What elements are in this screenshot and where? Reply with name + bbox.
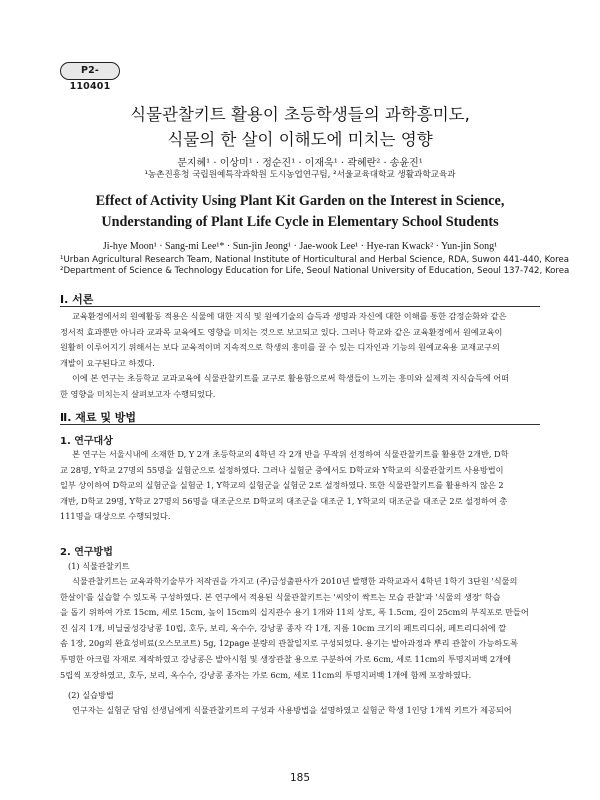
text-line: 원활히 이루어지기 위해서는 보다 교육적이며 지속적으로 학생의 흥미를 끌 수 있는 디자인과 기능의 원예교육용 교재교구의 bbox=[60, 342, 500, 353]
text-line: 개반, D학교 29명, Y학교 27명의 56명을 대조군으로 D학교의 대조군을 대조군 1, Y학교의 대조군을 대조군 2로 설정하여 총 bbox=[60, 495, 508, 506]
korean-title-line-1: 식물관찰키트 활용이 초등학생들의 과학흥미도, bbox=[130, 105, 470, 124]
text-line: 한살이'를 실습할 수 있도록 구성하였다. 본 연구에서 적용된 식물관찰키트는 '씨앗이 싹트는 모습 관찰'과 '식물의 생장' 학습 bbox=[60, 591, 501, 602]
english-title-line-1: Effect of Activity Using Plant Kit Garden on the Interest in Science, bbox=[95, 193, 505, 209]
intro-paragraph-2 bbox=[60, 371, 540, 402]
text-line: 연구자는 실험군 담임 선생님에게 식물관찰키트의 구성과 사용방법을 설명하였고 실험군 학생 1인당 1개씩 키트가 제공되어 bbox=[72, 705, 512, 715]
section-heading-intro: Ⅰ. 서론 bbox=[60, 293, 94, 306]
text-line: 식물관찰키트는 교육과학기술부가 저작권을 가지고 (주)금성출판사가 2010년 발행한 과학교과서 4학년 1학기 3단원 '식물의 bbox=[72, 576, 518, 586]
text-line: 투명한 아크릴 자재로 제작하였고 강낭콩은 발아시험 및 생장관찰 용으로 구분하여 가로 6cm, 세로 11cm의 투명지퍼백 2개에 bbox=[60, 653, 511, 664]
text-line: 한 영향을 미치는지 살펴보고자 수행되었다. bbox=[60, 388, 216, 399]
paper-id-badge: P2-110401 bbox=[60, 62, 120, 80]
page-number: 185 bbox=[289, 772, 311, 784]
text-line: 이에 본 연구는 초등학교 교과교육에 식물관찰키트를 교구로 활용함으로써 학생들이 느끼는 흥미와 실제적 지식습득에 어떠 bbox=[72, 373, 510, 383]
kit-paragraph bbox=[60, 574, 540, 683]
text-line: 5립씩 포장하였고, 호두, 보리, 옥수수, 강낭콩 종자는 가로 6cm, 세로 11cm의 투명지퍼백 1개에 함께 포장하였다. bbox=[60, 669, 472, 680]
text-line: 정서적 효과뿐만 아니라 교과목 교육에도 영향을 미치는 것으로 보고되고 있다. 그러나 학교와 같은 교육환경에서 원예교육이 bbox=[60, 326, 503, 337]
section-rule bbox=[60, 306, 540, 307]
english-title-line-2: Understanding of Plant Life Cycle in Elementary School Students bbox=[101, 214, 499, 230]
subsection-heading-methods: 2. 연구방법 bbox=[60, 547, 113, 558]
intro-paragraph-1 bbox=[60, 309, 540, 371]
item-heading-kit: (1) 식물관찰키트 bbox=[68, 561, 130, 571]
text-line: 개발이 요구된다고 하겠다. bbox=[60, 357, 155, 368]
korean-authors: 문지혜¹ · 이상미¹ · 정순진¹ · 이재욱¹ · 곽혜란² · 송윤진¹ bbox=[177, 158, 423, 169]
korean-affiliations: ¹농촌진흥청 국립원예특작과학원 도시농업연구팀, ²서울교육대학교 생활과학교육과 bbox=[144, 170, 456, 180]
text-line: 진 심지 1개, 비닐굴성강낭콩 10립, 호두, 보리, 옥수수, 강낭콩 종자 각 1개, 지름 10cm 크기의 페트리디쉬, 페트리디쉬에 깔 bbox=[60, 622, 507, 633]
text-line: 111명을 대상으로 수행되었다. bbox=[60, 511, 171, 522]
subjects-paragraph bbox=[60, 447, 540, 525]
section-rule bbox=[60, 424, 540, 425]
section-heading-methods: Ⅱ. 재료 및 방법 bbox=[60, 411, 137, 424]
practice-paragraph bbox=[60, 703, 540, 719]
english-affiliation-2: ²Department of Science & Technology Education for Life, Seoul National University of Education, Seoul 137-742, Korea bbox=[60, 266, 570, 276]
text-line: 교 28명, Y학교 27명의 55명을 실험군으로 설정하였다. 그러나 실험군 중에서도 D학교와 Y학교의 식물관찰키트 사용방법이 bbox=[60, 464, 504, 475]
text-line: 교육환경에서의 원예활동 적용은 식물에 대한 지식 및 원예기술의 습득과 생명과 자신에 대한 이해를 통한 감정순화와 같은 bbox=[72, 311, 507, 321]
english-authors: Ji-hye Moon¹ · Sang-mi Lee¹* · Sun-jin Jeong¹ · Jae-wook Lee¹ · Hye-ran Kwack² · Yun-jin Song¹ bbox=[102, 241, 498, 252]
text-line: 본 연구는 서울시내에 소재한 D, Y 2개 초등학교의 4학년 각 2개 반을 무작위 선정하여 식물관찰키트를 활용한 2개반, D학 bbox=[72, 449, 509, 459]
text-line: 솜 1장, 20g의 완효성비료(오스모코트) 5g, 12page 분량의 관찰일지로 구성되었다. 용기는 발아과정과 뿌리 관찰이 가능하도록 bbox=[60, 638, 518, 649]
korean-title-line-2: 식물의 한 살이 이해도에 미치는 영향 bbox=[167, 130, 433, 149]
english-affiliation-1: ¹Urban Agricultural Research Team, National Institute of Horticultural and Herbal Science, RDA, Suwon 441-440, Korea bbox=[60, 255, 570, 265]
subsection-heading-subjects: 1. 연구대상 bbox=[60, 436, 113, 447]
text-line: 일부 상이하여 D학교의 실험군을 실험군 1, Y학교의 실험군을 실험군 2로 설정하였다. 또한 식물관찰키트를 활용하지 않은 2 bbox=[60, 480, 504, 491]
text-line: 을 돕기 위하여 가로 15cm, 세로 15cm, 높이 15cm의 십지관수 용기 1개와 11의 상토, 폭 1.5cm, 길이 25cm의 부직포로 만들어 bbox=[60, 607, 529, 618]
item-heading-practice: (2) 실습방법 bbox=[68, 690, 114, 700]
